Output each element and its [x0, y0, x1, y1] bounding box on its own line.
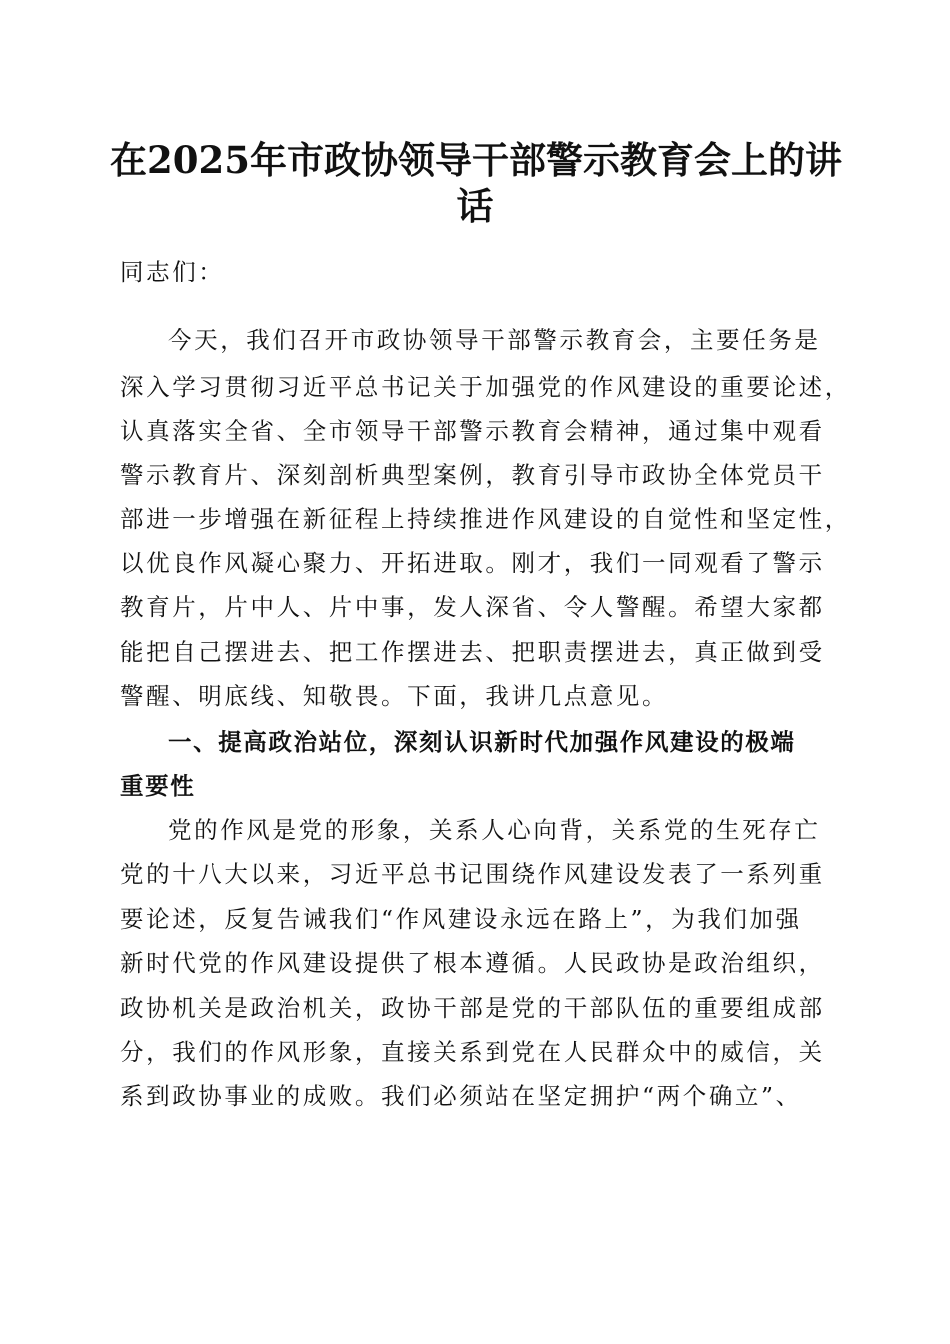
- section-line: 系到政协事业的成败。我们必须站在坚定拥护“两个确立”、: [120, 1082, 802, 1110]
- section-line: 分，我们的作风形象，直接关系到党在人民群众中的威信，关: [120, 1038, 825, 1066]
- section-line: 新时代党的作风建设提供了根本遵循。人民政协是政治组织，: [120, 949, 825, 977]
- section-line: 要论述，反复告诫我们“作风建设永远在路上”，为我们加强: [120, 905, 802, 933]
- document-title-line-1: 在2025年市政协领导干部警示教育会上的讲: [110, 138, 842, 182]
- intro-line: 认真落实全省、全市领导干部警示教育会精神，通过集中观看: [120, 417, 825, 445]
- section-line: 党的十八大以来，习近平总书记围绕作风建设发表了一系列重: [120, 860, 825, 888]
- section-line: 政协机关是政治机关，政协干部是党的干部队伍的重要组成部: [120, 994, 825, 1022]
- intro-line: 能把自己摆进去、把工作摆进去、把职责摆进去，真正做到受: [120, 638, 825, 666]
- section-heading-line-2: 重要性: [120, 772, 196, 800]
- intro-line: 今天，我们召开市政协领导干部警示教育会，主要任务是: [168, 326, 821, 354]
- section-line: 党的作风是党的形象，关系人心向背，关系党的生死存亡: [168, 816, 821, 844]
- intro-line: 以优良作风凝心聚力、开拓进取。刚才，我们一同观看了警示: [120, 549, 825, 577]
- intro-line: 警示教育片、深刻剖析典型案例，教育引导市政协全体党员干: [120, 461, 825, 489]
- intro-line: 深入学习贯彻习近平总书记关于加强党的作风建设的重要论述，: [120, 373, 851, 401]
- intro-line: 教育片，片中人、片中事，发人深省、令人警醒。希望大家都: [120, 593, 825, 621]
- salutation: 同志们：: [120, 258, 225, 286]
- intro-line: 警醒、明底线、知敬畏。下面，我讲几点意见。: [120, 682, 669, 710]
- intro-line: 部进一步增强在新征程上持续推进作风建设的自觉性和坚定性，: [120, 505, 851, 533]
- document-title-line-2: 话: [456, 184, 494, 228]
- section-heading-line-1: 一、提高政治站位，深刻认识新时代加强作风建设的极端: [168, 728, 796, 756]
